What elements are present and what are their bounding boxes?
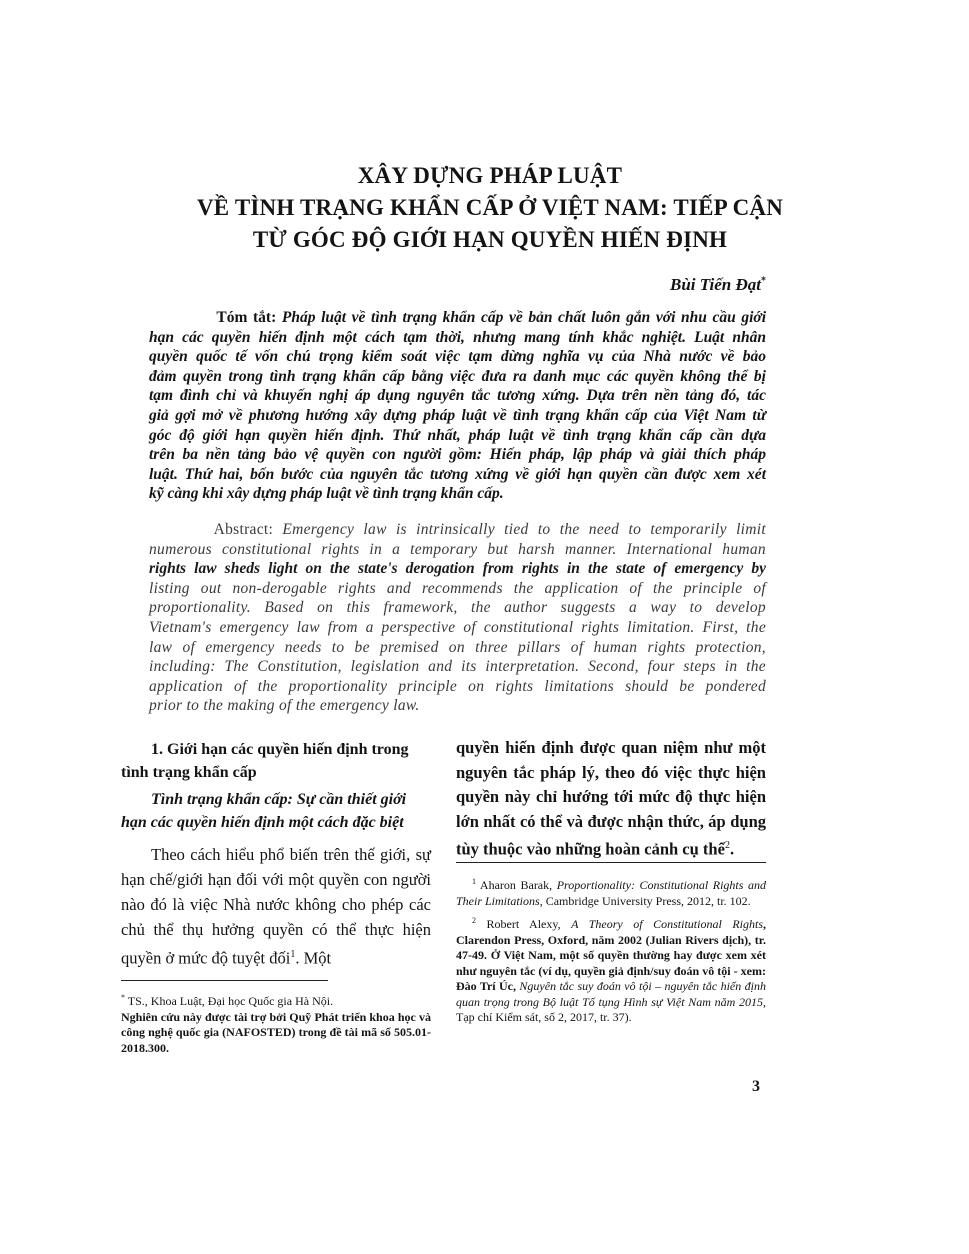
body-paragraph-right (456, 736, 766, 862)
footnote-1 (456, 874, 766, 909)
footnote-ref-2[interactable]: 2 (724, 840, 730, 851)
en-abstract-line: including: The Constitution, legislation and its interpretation. Second, four steps in the (149, 658, 766, 676)
en-abstract-line: law of emergency needs to be premised on three pillars of human rights protection, (149, 638, 766, 656)
body-right-text: quyền hiến định được quan niệm như một nguyên tắc pháp lý, theo đó việc thực hiện quyền này chỉ hướng tới mức độ thực hiện lớn nhất có thể và được nhận thức, áp dụng tùy thuộc vào những hoàn cảnh cụ thể (456, 738, 766, 859)
title-line-2: VỀ TÌNH TRẠNG KHẨN CẤP Ở VIỆT NAM: TIẾP CẬN (196, 195, 784, 220)
author-footnote-mark: * (761, 275, 766, 287)
body-left-text: Theo cách hiểu phổ biến trên thế giới, sự hạn chế/giới hạn đối với một quyền con người nào đó là việc Nhà nước không cho phép các chủ thể thụ hưởng quyền có thể thực hiện quyền ở mức độ tuyệt đối (121, 845, 431, 968)
en-abstract-line: prior to the making of the emergency law. (149, 697, 420, 715)
title-line-1: XÂY DỰNG PHÁP LUẬT (357, 163, 623, 188)
vi-abstract-line: tạm đình chỉ và khuyến nghị áp dụng nguyên tắc tương xứng. Dựa trên nền tảng đó, tác (149, 387, 766, 405)
footnote-mark: * (121, 993, 125, 1002)
vi-abstract-line: quyền quốc tế vốn chú trọng kiểm soát việc tạm dừng nghĩa vụ của Nhà nước về bảo (149, 348, 766, 366)
footnote-title: A Theory of Constitutional Rights (571, 917, 764, 931)
footnote-divider-left (121, 980, 328, 981)
title-line-3: TỪ GÓC ĐỘ GIỚI HẠN QUYỀN HIẾN ĐỊNH (252, 227, 728, 252)
body-left-tail: . Một (295, 948, 332, 968)
vietnamese-abstract (149, 308, 766, 504)
footnotes-left (121, 990, 431, 1056)
english-abstract (149, 520, 766, 716)
vi-abstract-line: luật. Thứ hai, bốn bước của nguyên tắc tương xứng về giới hạn quyền cần được xem xét (149, 465, 766, 483)
footnote-text: Robert Alexy, (486, 917, 572, 931)
footnotes-right (456, 874, 766, 1026)
footnote-text: Aharon Barak, (479, 878, 557, 892)
author-name: Bùi Tiến Đạt (670, 275, 761, 294)
vi-abstract-line: trên ba nền tảng bảo vệ quyền con người gồm: Hiến pháp, lập pháp và giải thích pháp (149, 446, 766, 464)
vi-abstract-line: đảm quyền trong tình trạng khẩn cấp bằng việc đưa ra danh mục các quyền không thể bị (149, 367, 766, 385)
en-abstract-label: Abstract: (213, 521, 274, 538)
footnote-mark: 1 (472, 877, 476, 886)
paper-title (100, 160, 880, 256)
footnote-divider-right (456, 862, 766, 863)
footnote-author (121, 990, 431, 1010)
en-abstract-line: proportionality. Based on this framework, the author suggests a way to develop (149, 599, 766, 617)
vi-abstract-line: giả gợi mở về phương hướng xây dựng pháp luật về tình trạng khẩn cấp của Việt Nam từ (149, 406, 766, 424)
footnote-2 (456, 913, 766, 1026)
vi-abstract-line (149, 308, 766, 328)
vi-abstract-line: hạn các quyền hiến định một cách tạm thời, nhưng mang tính khắc nghiệt. Luật nhân (149, 328, 766, 346)
footnote-text: , Cambridge University Press, 2012, tr. 102. (539, 893, 751, 908)
en-abstract-line: listing out non-derogable rights and recommends the application of the principle of (149, 579, 766, 597)
page-number: 3 (752, 1078, 760, 1095)
vi-abstract-label: Tóm tắt: (216, 309, 277, 326)
en-abstract-line: numerous constitutional rights in a temporary but harsh manner. International human (149, 540, 766, 558)
vi-abstract-line: kỹ càng khi xây dựng pháp luật về tình trạng khẩn cấp. (149, 485, 504, 503)
body-paragraph-left (121, 842, 431, 971)
author (670, 275, 766, 295)
en-abstract-line: application of the proportionality principle on rights limitations should be pondered (149, 677, 766, 695)
footnote-ref-1[interactable]: 1 (290, 949, 296, 960)
footnote-text: TS., Khoa Luật, Đại học Quốc gia Hà Nội. (127, 994, 334, 1008)
en-abstract-line (149, 520, 766, 540)
en-abstract-line: Vietnam's emergency law from a perspective of constitutional rights limitation. First, the (149, 618, 766, 636)
vi-abstract-text: Pháp luật về tình trạng khẩn cấp về bản chất luôn gắn với nhu cầu giới (281, 309, 767, 326)
en-abstract-text: Emergency law is intrinsically tied to the need to temporarily limit (282, 521, 766, 538)
body-right-tail: . (729, 839, 735, 859)
footnote-title: Proportionality: Constitutional Rights and Their Limitations (456, 878, 767, 908)
footnote-text: , Clarendon Press, Oxford, năm 2002 (Julian Rivers dịch), tr. 47-49. Ở Việt Nam, một số quyền thường hay được xem xét như nguyên tắc (ví dụ, quyền giả định/suy đoán vô tội - xem: Đào Trí Úc, (456, 917, 767, 993)
footnote-funding: Nghiên cứu này được tài trợ bởi Quỹ Phát triển khoa học và công nghệ quốc gia (NAFOSTED) trong đề tài mã số 505.01-2018.300. (121, 1009, 431, 1055)
footnote-mark: 2 (472, 916, 476, 925)
right-column (456, 736, 766, 862)
vi-abstract-line: góc độ giới hạn quyền hiến định. Thứ nhất, pháp luật về tình trạng khẩn cấp cần dựa (149, 426, 766, 444)
section-heading: 1. Giới hạn các quyền hiến định trong tình trạng khẩn cấp (121, 741, 409, 781)
section-subheading: Tình trạng khẩn cấp: Sự cần thiết giới hạn các quyền hiến định một cách đặc biệt (121, 791, 407, 831)
left-column (121, 738, 431, 971)
footnote-text: , Tạp chí Kiểm sát, số 2, 2017, tr. 37). (456, 994, 766, 1024)
footnote-title: Nguyên tắc suy đoán vô tội – nguyên tắc hiến định quan trọng trong Bộ luật Tố tụng Hình sự Việt Nam năm 2015 (456, 979, 766, 1009)
en-abstract-line: rights law sheds light on the state's derogation from rights in the state of emergency by (149, 560, 766, 578)
